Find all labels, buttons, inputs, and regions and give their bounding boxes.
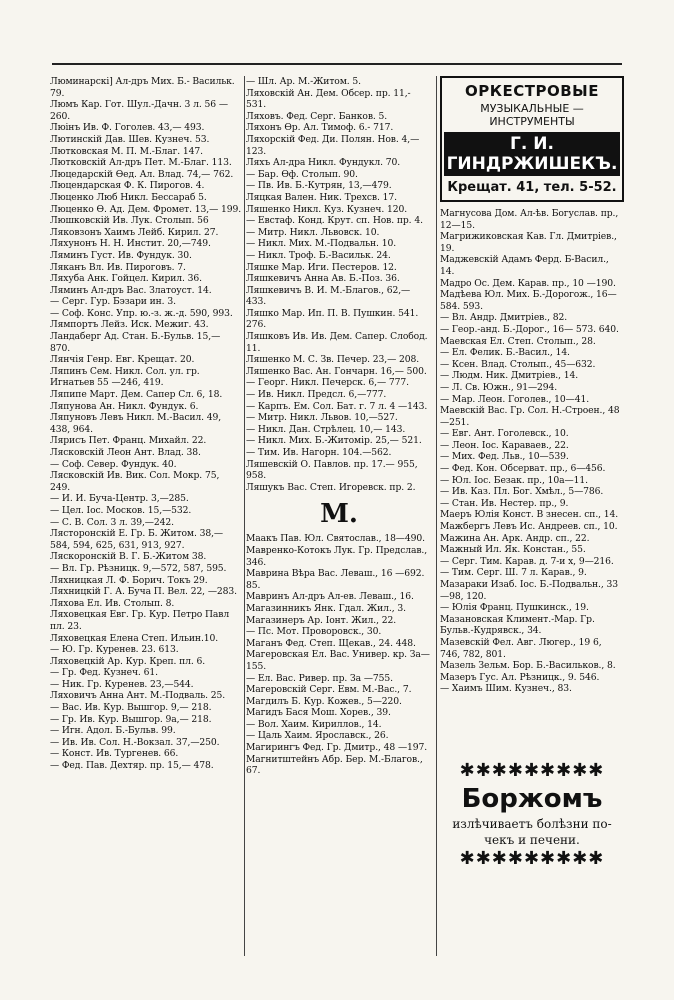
directory-entry: — Пс. Мот. Проворовск., 30. [246,626,382,638]
directory-entry: Ляпунова Ан. Никл. Фундук. 6. [50,400,199,412]
directory-entry: Ляхъ Ал-дра Никл. Фундукл. 70. [246,157,401,169]
directory-entry: Лютковскій Ал-дръ Пет. М.-Благ. 113. [50,157,232,169]
directory-entry: Магнусова Дом. Ал-ѣв. Богуслав. пр., 12—15. [440,208,621,231]
directory-entry: Мазараки Изаб. Іос. Б.-Подвальн., 33—98, 120. [440,579,618,602]
directory-entry: Маджевскій Адамъ Ферд. Б-Васил., 14. [440,254,612,277]
directory-entry: — Игн. Адол. Б.-Бульв. 99. [50,725,176,737]
directory-entry: Люцедарскій Ѳед. Ал. Влад. 74,— 762. [50,168,234,180]
directory-entry: Люшковскій Ив. Лук. Столып. 56 [50,215,209,227]
directory-entry: Ляхуба Анк. Гойцел. Кирил. 36. [50,273,202,285]
directory-entry: — Карпъ. Ем. Сол. Бат. г. 7 л. 4 —143. [246,400,428,412]
directory-entry: Мажина Ан. Арк. Андр. сп., 22. [440,532,590,544]
directory-entry: Маакъ Пав. Юл. Святослав., 18—490. [246,533,425,545]
directory-entry: Лярисъ Пет. Франц. Михайл. 22. [50,435,207,447]
directory-column-3 [440,76,624,695]
directory-entry: Ляпипе Март. Дем. Сапер Сл. 6, 18. [50,389,223,401]
directory-entry: — Цаль Хаим. Ярославск., 26. [246,730,389,742]
directory-entry: Ляшке Мар. Иги. Пестеров. 12. [246,261,397,273]
directory-entry: Мадро Ос. Дем. Карав. пр., 10 —190. [440,277,616,289]
directory-entry: Ляшукъ Вас. Степ. Игоревск. пр. 2. [246,481,416,493]
directory-entry: — Ив. Ив. Сол. Н.-Вокзал. 37,—250. [50,736,220,748]
directory-entry: — Гр. Ив. Кур. Вышгор. 9а,— 218. [50,713,212,725]
directory-entry: Люценко Ѳ. Ад. Дем. Фромет. 13,— 199. [50,203,242,215]
ad-line: ОРКЕСТРОВЫЕ [465,82,599,100]
directory-entry: Ляшенко Вас. Ан. Гончарн. 16,— 500. [246,365,427,377]
directory-entry: — Цел. Іос. Москов. 15,—532. [50,504,192,516]
directory-entry: — Серг. Гур. Бэзари ин. 3. [50,296,176,308]
directory-entry: Мазеръ Гус. Ал. Рѣзницк., 9. 546. [440,671,600,683]
directory-entry: — Соф. Север. Фундук. 40. [50,458,177,470]
directory-entry: Ляхонъ Ѳр. Ал. Тимоф. 6.- 717. [246,122,394,134]
directory-entry: Мажный Ил. Як. Констан., 55. [440,544,586,556]
directory-entry: — Серг. Тим. Карав. д. 7-и х, 9—216. [440,555,614,567]
directory-entry: Ляхницкій Г. А. Буча П. Вел. 22, —283. [50,586,237,598]
directory-entry: — Ксен. Влад. Столып., 45—632. [440,358,596,370]
directory-entry: — Никл. Дан. Стрѣлец. 10,— 143. [246,423,406,435]
directory-entry: Ляцкая Вален. Ник. Трехсв. 17. [246,191,397,203]
directory-entry: — Мих. Фед. Льв., 10—539. [440,451,569,463]
directory-entry: Лясковскій Леон Ант. Влад. 38. [50,447,201,458]
directory-entry: Магнитштейнъ Абр. Бер. М.-Благов., 67. [246,753,426,777]
directory-entry: — Гр. Фед. Кузнеч. 61. [50,667,158,679]
directory-entry: Люцендарская Ф. К. Пирогов. 4. [50,180,205,192]
directory-entry: Ляшко Мар. Ип. П. В. Пушкин. 541. 276. [246,307,422,331]
directory-entry: Ляминъ Ал-дръ Вас. Златоуст. 14. [50,284,212,296]
directory-entry: — Юл. Іос. Безак. пр., 10а—11. [440,474,588,486]
directory-entry: Ляшенко М. С. Зв. Печер. 23,— 208. [246,354,420,366]
directory-entry: Лютинскій Дав. Шев. Кузнеч. 53. [50,133,210,145]
directory-entry: Мазановская Климент.-Мар. Гр. Бульв.-Кудрявск., 34. [440,613,598,637]
directory-entry: — Тим. Ив. Нагорн. 104.—562. [246,447,392,458]
directory-entry: — Хаимъ Шим. Кузнеч., 83. [440,683,572,695]
directory-entry: Мадѣева Юл. Мих. Б.-Дорогож., 16—584. 593. [440,289,617,312]
column-divider [244,76,245,956]
directory-entry: Магазинникъ Янк. Гдал. Жил., 3. [246,602,406,614]
section-letter: М. [320,499,358,530]
directory-entry: — Ел. Фелик. Б.-Васил., 14. [440,347,570,359]
directory-entry: — Фед. Пав. Дехтяр. пр. 15,— 478. [50,760,214,772]
directory-entry: Ляшенко Никл. Куз. Кузнеч. 120. [246,203,408,215]
directory-entry: — Л. Св. Южн., 91—294. [440,381,558,393]
directory-entry: Маврина Вѣра Вас. Леваш., 16 —692. 85. [246,568,428,591]
directory-entry: — Георг. Никл. Печерск. 6,— 777. [246,377,409,389]
directory-entry: — Соф. Конс. Упр. ю.-з. ж.-д. 590, 993. [50,307,233,319]
directory-entry: Мазевскій Фел. Авг. Люгер., 19 6, 746, 782, 801. [440,636,605,660]
directory-entry: Маевская Ел. Степ. Столып., 28. [440,335,596,347]
directory-entry: — Евстаф. Конд. Крут. сп. Нов. пр. 4. [246,215,423,227]
star-border: ✱✱✱✱✱✱✱✱✱ [459,848,605,869]
top-rule [52,63,622,65]
directory-entry: — Никл. Мих. Б.-Житомір. 25,— 521. [246,435,422,447]
directory-entry: — Пв. Ив. Б.-Кутрян, 13,—479. [246,180,392,192]
directory-entry: Маевскій Вас. Гр. Сол. Н.-Строен., 48—251. [440,405,620,428]
directory-entry: Ляковзонъ Хаимъ Лейб. Кирил. 27. [50,226,219,238]
star-border: ✱✱✱✱✱✱✱✱✱ [459,760,605,781]
directory-entry: — Фед. Кон. Обсерват. пр., 6—456. [440,463,606,475]
directory-entry: Маганъ Фед. Степ. Щекав., 24. 448. [246,637,416,649]
directory-entry: — Митр. Никл. Львовск. 10. [246,226,380,238]
directory-entry: — Ив. Никл. Предсл. 6,—777. [246,389,387,401]
directory-entry: — Евг. Ант. Гоголевск., 10. [440,428,569,440]
directory-entry: — Стан. Ив. Нестер. пр., 9. [440,497,569,509]
directory-column-2 [246,76,432,777]
directory-entry: Магеровскій Серг. Евм. М.-Вас., 7. [246,684,412,696]
directory-entry: Ляканъ Вл. Ив. Пироговъ. 7. [50,261,186,273]
directory-entry: — Юлія Франц. Пушкинск., 19. [440,602,589,614]
directory-entry: Магазинеръ Ар. Іонт. Жил., 22. [246,614,397,626]
directory-entry: — Ел. Вас. Ривер. пр. За —755. [246,672,393,684]
directory-entry: — Бар. Ѳф. Столып. 90. [246,168,358,180]
directory-entry: Ляховскій Ан. Дем. Обсер. пр. 11,- 531. [246,87,414,111]
ad-address: Крещат. 41, тел. 5-52. [447,180,617,195]
directory-entry: Магрижиковская Кав. Гл. Дмитріев., 19. [440,231,620,254]
directory-entry: Ляхорскій Фед. Ди. Полян. Нов. 4,—123. [246,133,420,157]
directory-entry: Ляхова Ел. Ив. Столып. 8. [50,597,175,609]
borjom-text: излѣчиваетъ болѣзни по- [452,817,612,831]
directory-entry: — Ив. Каз. Пл. Бог. Хмѣл., 5—786. [440,486,604,498]
directory-entry: Магеровская Ел. Вас. Универ. кр. За—155. [246,649,430,672]
directory-entry: Ляшковъ Ив. Ив. Дем. Сапер. Слобод. 11. [246,331,431,354]
directory-entry: — И. И. Буча-Центр. 3,—285. [50,493,189,505]
directory-entry: Ляхунонъ Н. Н. Инстит. 20,—749. [50,238,211,250]
directory-entry: Ляшевскій О. Павлов. пр. 17.— 955, 958. [246,458,421,482]
directory-entry: Магирингъ Фед. Гр. Дмитр., 48 —197. [246,742,428,754]
directory-entry: Магдилъ Б. Кур. Кожев., 5—220. [246,695,402,707]
directory-entry: Ляскоронскій В. Г. Б.-Житом 38. [50,551,207,563]
directory-entry: Ландаберг Ад. Стан. Б.-Бульв. 15,— 870. [50,331,224,354]
directory-entry: — Ник. Гр. Куренев. 23,—544. [50,678,194,690]
directory-entry: Мажбергъ Левъ Ис. Андреев. сп., 10. [440,521,618,533]
column-divider [436,76,437,956]
borjom-text: чекъ и печени. [484,833,580,847]
directory-entry: — Ю. Гр. Куренев. 23. 613. [50,644,179,656]
directory-entry: — Вл. Гр. Рѣзницк. 9,—572, 587, 595. [50,562,227,574]
directory-entry: Ляшкевичъ В. И. М.-Благов., 62,— 433. [246,284,413,308]
directory-entry: Ляминъ Густ. Ив. Фундук. 30. [50,249,192,261]
directory-entry: Лютковская М. П. М.-Благ. 147. [50,145,203,157]
ad-company-name: Г. И. ГИНДРЖИШЕКЪ. [444,132,620,176]
directory-entry: — С. В. Сол. 3 л. 39,—242. [50,516,174,528]
directory-entry: Лясковскій Ив. Вик. Сол. Мокр. 75, 249. [50,470,223,493]
directory-entry: Лянчія Генр. Евг. Крещат. 20. [50,354,195,366]
directory-entry: Люмъ Кар. Гот. Шул.-Дачн. 3 л. 56 —260. [50,99,228,122]
directory-entry: Ляховъ. Фед. Серг. Банков. 5. [246,110,388,122]
directory-entry: — Вас. Ив. Кур. Вышгор. 9,— 218. [50,702,212,714]
directory-entry: Ляховецкая Елена Степ. Ильин.10. [50,632,219,644]
directory-entry: Люминарскі] Ал-дръ Мих. Б.- Васильк. 79. [50,76,238,99]
directory-entry: Ляпуновъ Левъ Никл. М.-Васил. 49, 438, 964. [50,412,224,435]
directory-entry: — Леон. Іос. Караваев., 22. [440,439,569,451]
directory-entry: — Вол. Хаим. Кириллов., 14. [246,718,382,730]
directory-entry: — Никл. Троф. Б.-Васильк. 24. [246,249,391,261]
directory-entry: Ляшкевичъ Анна Ав. Б.-Поз. 36. [246,273,400,285]
directory-entry: Ляпинъ Сем. Никл. Сол. ул. гр. Игнатьев 55 —246, 419. [50,365,203,389]
instrument-advertisement [440,76,624,202]
directory-entry: Ляховецкій Ар. Кур. Креп. пл. 6. [50,655,206,667]
borjom-title: Боржомъ [461,784,603,814]
directory-entry: — Мар. Леон. Гоголев., 10—41. [440,393,590,405]
directory-entry: Маеръ Юлія Конст. В знесен. сп., 14. [440,509,619,521]
directory-entry: Люценко Люб Никл. Бессараб 5. [50,191,207,203]
directory-entry: Ляхницкая Л. Ф. Борич. Токъ 29. [50,574,208,586]
directory-entry: Люінъ Ив. Ф. Гоголев. 43,— 493. [50,122,205,134]
directory-entry: — Шл. Ар. М.-Житом. 5. [246,76,361,87]
directory-entry: Мавренко-Котокъ Лук. Гр. Предслав., 346. [246,544,430,568]
directory-entry: Ляховецкая Евг. Гр. Кур. Петро Павл пл. 23. [50,609,232,632]
directory-entry: — Тим. Серг. Ш. 7 л. Карав., 9. [440,567,587,579]
directory-entry: Мавринъ Ал-дръ Ал-ев. Леваш., 16. [246,591,414,603]
directory-entry: Лясторонскій Е. Гр. Б. Житом. 38,— 584, 594, 625, 631, 913, 927. [50,528,226,551]
directory-entry: Ляховичъ Анна Ант. М.-Подваль. 25. [50,690,226,702]
directory-entry: — Вл. Андр. Дмитріев., 82. [440,312,568,324]
directory-entry: — Людм. Ник. Дмитріев., 14. [440,370,579,382]
directory-entry: — Никл. Мих. М.-Подвальн. 10. [246,238,397,250]
directory-entry: — Конст. Ив. Тургенев. 66. [50,748,179,760]
directory-entry: — Геор.-анд. Б.-Дорог., 16— 573. 640. [440,323,619,335]
directory-entry: Мазель Зельм. Бор. Б.-Васильков., 8. [440,660,616,672]
directory-entry: — Митр. Никл. Львов. 10,—527. [246,412,398,424]
borjom-advertisement [440,760,624,870]
directory-entry: Магидъ Бася Мош. Хорев., 39. [246,707,391,719]
ad-line: МУЗЫКАЛЬНЫЕ — ИНСТРУМЕНТЫ [480,102,584,128]
directory-column-1 [50,76,242,772]
directory-entry: Лямпортъ Лейз. Иск. Межиг. 43. [50,319,209,331]
